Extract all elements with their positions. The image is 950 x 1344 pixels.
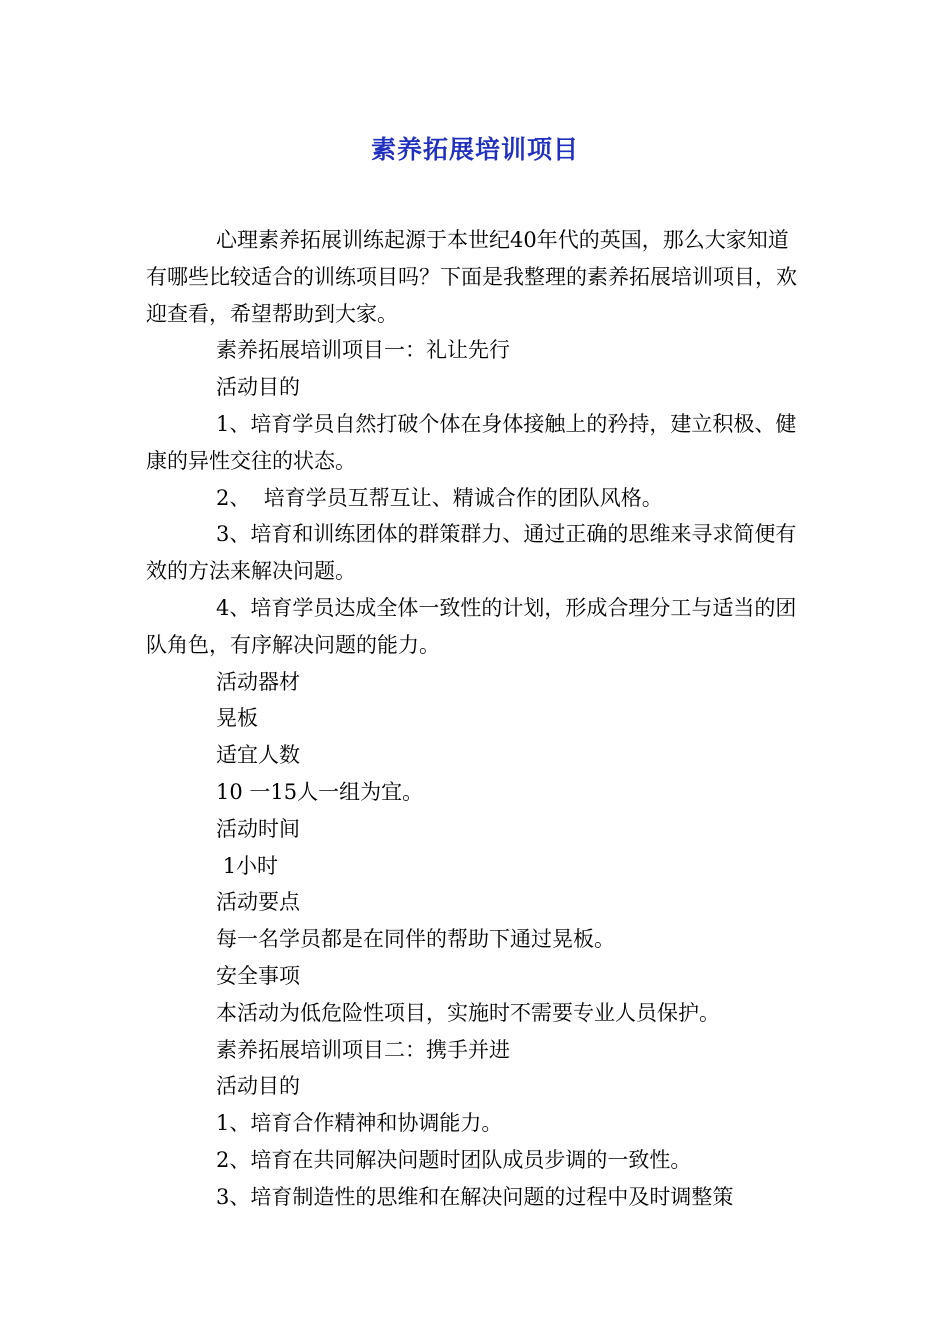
section-heading-project-1: 素养拓展培训项目一：礼让先行: [216, 338, 510, 363]
intro-paragraph: 心理素养拓展训练起源于本世纪40年代的英国，那么大家知道有哪些比较适合的训练项目吗？下面是我整理的素养拓展培训项目，欢迎查看，希望帮助到大家。: [146, 228, 797, 326]
purpose2-item-2: 2、培育在共同解决问题时团队成员步调的一致性。: [216, 1147, 692, 1172]
purpose-item-4: 4、培育学员达成全体一致性的计划，形成合理分工与适当的团队角色，有序解决问题的能力。: [146, 595, 797, 657]
duration-value: 1小时: [216, 853, 279, 878]
purpose-item-1: 1、培育学员自然打破个体在身体接触上的矜持，建立积极、健康的异性交往的状态。: [146, 411, 797, 473]
group-size-value: 10 一15人一组为宜。: [216, 779, 424, 804]
equipment-value: 晃板: [216, 706, 258, 731]
purpose-item-2: 2、 培育学员互帮互让、精诚合作的团队风格。: [216, 485, 663, 510]
subheading-group-size: 适宜人数: [216, 743, 300, 768]
purpose-item-3: 3、培育和训练团体的群策群力、通过正确的思维来寻求简便有效的方法来解决问题。: [146, 522, 797, 584]
subheading-activity-purpose: 活动目的: [216, 375, 300, 400]
document-title: 素养拓展培训项目: [370, 135, 579, 164]
purpose2-item-3: 3、培育制造性的思维和在解决问题的过程中及时调整策: [216, 1184, 734, 1209]
subheading-activity-purpose-2: 活动目的: [216, 1074, 300, 1099]
subheading-key-points: 活动要点: [216, 890, 300, 915]
subheading-equipment: 活动器材: [216, 669, 300, 694]
subheading-duration: 活动时间: [216, 816, 300, 841]
subheading-safety: 安全事项: [216, 963, 300, 988]
section-heading-project-2: 素养拓展培训项目二：携手并进: [216, 1037, 510, 1062]
document-body: [146, 222, 806, 1216]
key-points-value: 每一名学员都是在同伴的帮助下通过晃板。: [216, 927, 615, 952]
safety-value: 本活动为低危险性项目，实施时不需要专业人员保护。: [216, 1000, 720, 1025]
purpose2-item-1: 1、培育合作精神和协调能力。: [216, 1111, 503, 1136]
